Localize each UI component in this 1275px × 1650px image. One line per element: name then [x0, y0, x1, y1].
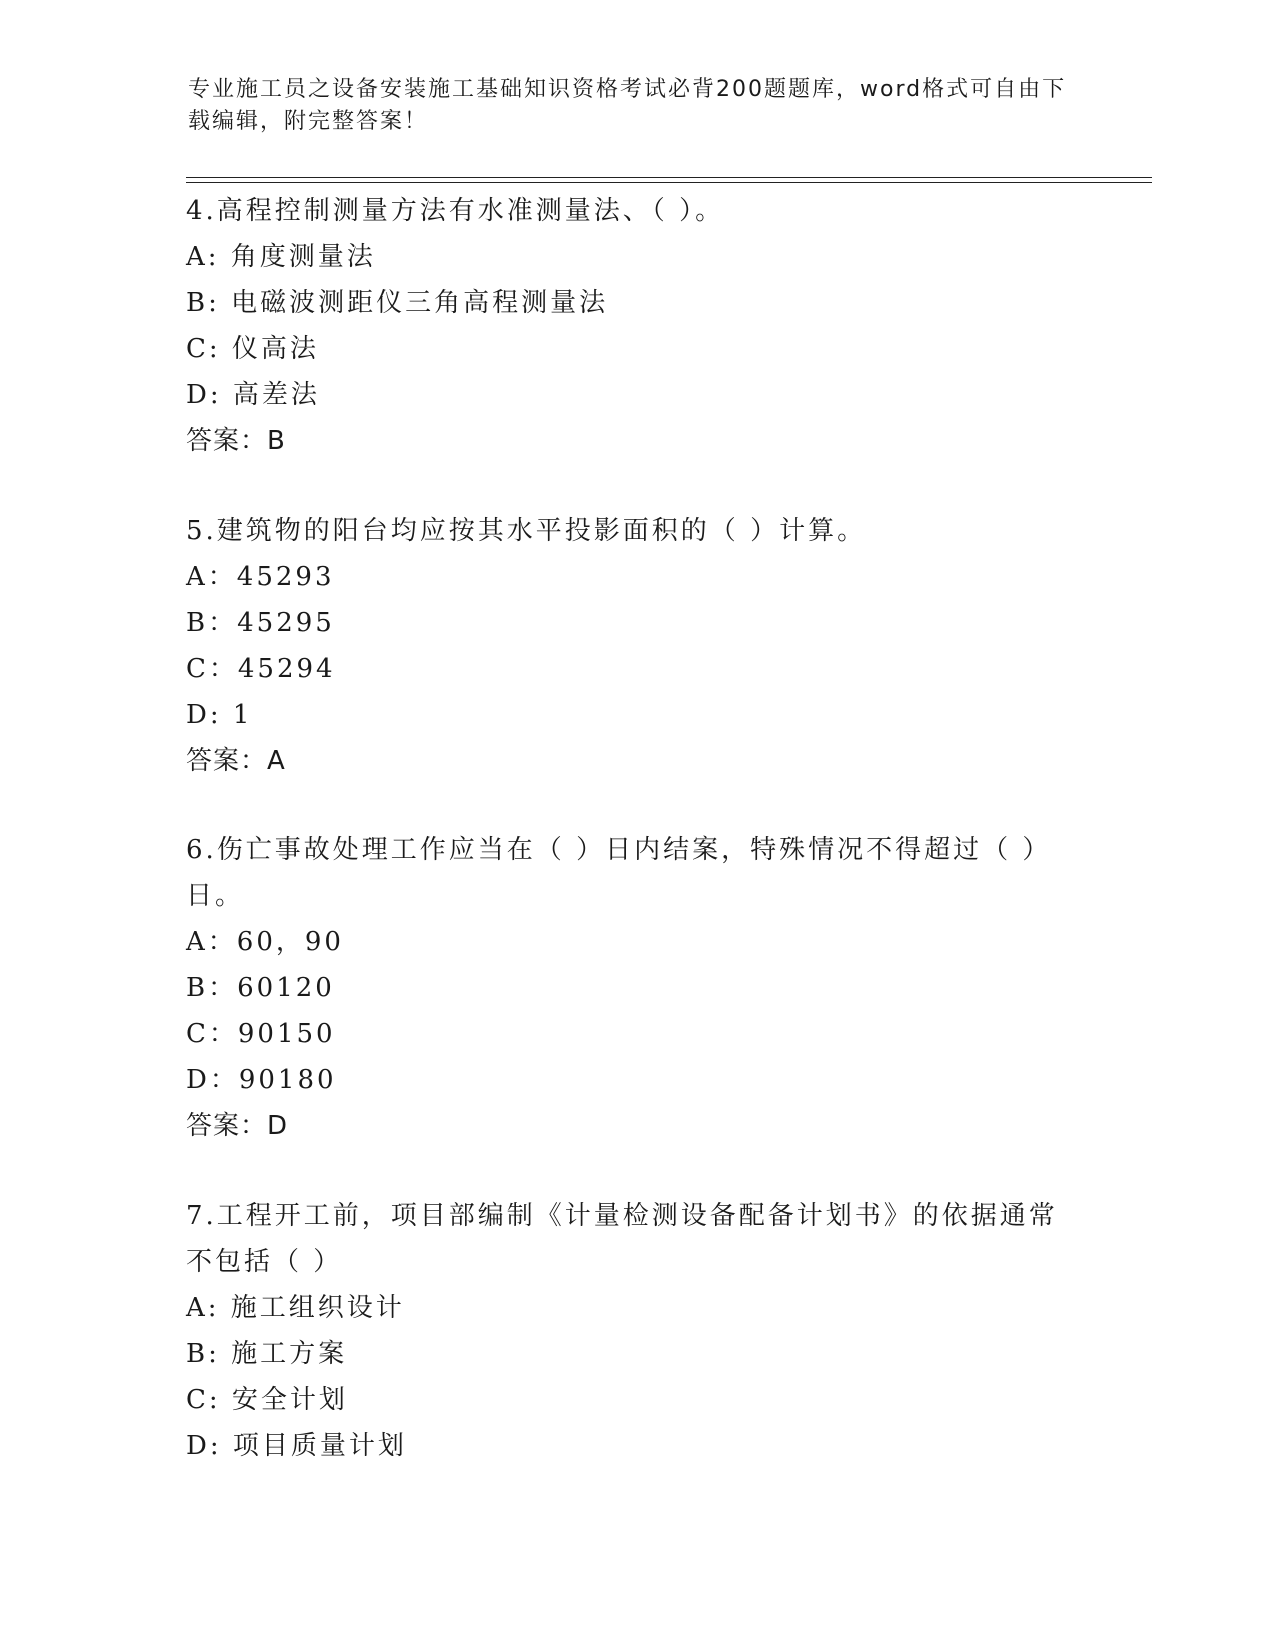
option-a: A：60，90	[186, 927, 344, 957]
option-a: A: 角度测量法	[186, 242, 376, 272]
option-d: D：90180	[186, 1065, 337, 1095]
question-stem: 6.伤亡事故处理工作应当在（ ）日内结案，特殊情况不得超过（ ）日。	[186, 835, 1052, 911]
option-c: C: 安全计划	[186, 1385, 348, 1415]
option-b: B：45295	[186, 608, 335, 638]
option-c: C：90150	[186, 1019, 336, 1049]
option-d: D: 1	[186, 700, 253, 730]
option-d: D: 高差法	[186, 380, 320, 410]
question-6	[186, 827, 1066, 1149]
option-b: B：60120	[186, 973, 335, 1003]
header-rule-top	[186, 177, 1152, 178]
question-stem: 4.高程控制测量方法有水准测量法、（ ）。	[186, 196, 725, 226]
answer: 答案：B	[186, 426, 286, 456]
question-7	[186, 1193, 1066, 1469]
document-header: 专业施工员之设备安装施工基础知识资格考试必背200题题库，word格式可自由下载编辑，附完整答案！	[188, 77, 1067, 134]
answer: 答案：D	[186, 1111, 289, 1141]
header-rule-bottom	[186, 182, 1152, 183]
option-a: A：45293	[186, 562, 335, 592]
option-c: C: 仪高法	[186, 334, 319, 364]
question-4	[186, 188, 1066, 464]
option-c: C：45294	[186, 654, 336, 684]
question-stem: 5.建筑物的阳台均应按其水平投影面积的（ ）计算。	[186, 516, 867, 546]
option-b: B: 电磁波测距仪三角高程测量法	[186, 288, 609, 318]
option-d: D: 项目质量计划	[186, 1431, 407, 1461]
option-b: B: 施工方案	[186, 1339, 348, 1369]
question-5	[186, 508, 1066, 784]
question-stem: 7.工程开工前，项目部编制《计量检测设备配备计划书》的依据通常不包括（ ）	[186, 1201, 1058, 1277]
option-a: A: 施工组织设计	[186, 1293, 405, 1323]
answer: 答案：A	[186, 746, 286, 776]
